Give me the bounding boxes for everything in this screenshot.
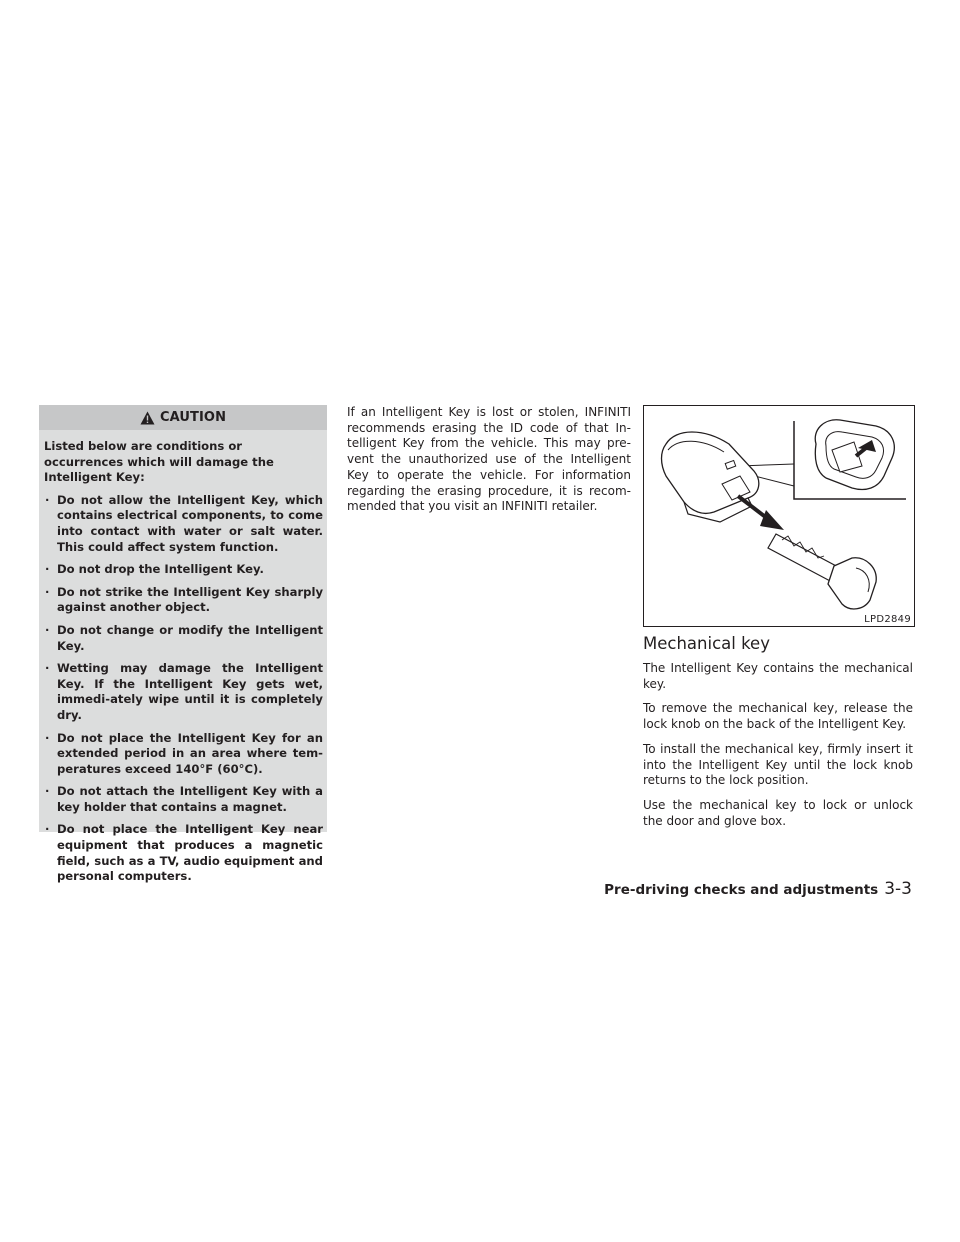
caution-list (44, 493, 323, 885)
warning-icon (140, 411, 155, 425)
caution-item: · Do not strike the Intelligent Key sharply against another object. (45, 584, 323, 615)
caution-item: · Do not drop the Intelligent Key. (45, 562, 264, 577)
caution-item: · Do not place the Intelligent Key near equipment that produces a magnetic field, such as a TV, audio equipment and personal computers. (45, 822, 323, 884)
caution-box (39, 405, 327, 884)
caution-item: · Do not attach the Intelligent Key with a key holder that contains a magnet. (45, 784, 323, 814)
caution-item: · Do not change or modify the Intelligent Key. (45, 622, 323, 653)
caution-item: · Do not place the Intelligent Key for an extended period in an area where tem-peratures exceed 140°F (60°C). (45, 730, 323, 776)
key-illustration (643, 405, 915, 627)
paragraph: To remove the mechanical key, release the lock knob on the back of the Intelligent Key. (643, 701, 913, 732)
paragraph: The Intelligent Key contains the mechanical key. (643, 661, 913, 691)
footer-section-title: Pre-driving checks and adjustments (604, 882, 879, 898)
caution-item: · Do not allow the Intelligent Key, which contains electrical components, to come into contact with water or salt water. This could affect system function. (45, 492, 323, 554)
paragraph: Use the mechanical key to lock or unlock the door and glove box. (643, 797, 913, 828)
page-footer (604, 879, 912, 899)
caution-intro: Listed below are conditions or occurrences which will damage the Intelligent Key: (44, 439, 274, 485)
caution-header (39, 405, 327, 430)
caution-heading: CAUTION (159, 410, 227, 425)
lost-key-paragraph: If an Intelligent Key is lost or stolen, INFINITI recommends erasing the ID code of that In-telligent Key from the vehicle. This may pre-vent the unauthorized use of the Intelligent Key to operate the vehicle. For information regarding the erasing procedure, it is recom-mended that you visit an INFINITI retailer. (347, 405, 631, 514)
paragraph: To install the mechanical key, firmly insert it into the Intelligent Key until the lock knob returns to the lock position. (643, 741, 913, 788)
page-number: 3-3 (884, 879, 912, 899)
intelligent-key-diagram (644, 406, 914, 626)
caution-item: · Wetting may damage the Intelligent Key. If the Intelligent Key gets wet, immedi-ately wipe until it is completely dry. (45, 661, 323, 722)
mechanical-key-text (643, 661, 913, 838)
section-title: Mechanical key (643, 634, 770, 653)
figure-label: LPD2849 (864, 614, 911, 625)
